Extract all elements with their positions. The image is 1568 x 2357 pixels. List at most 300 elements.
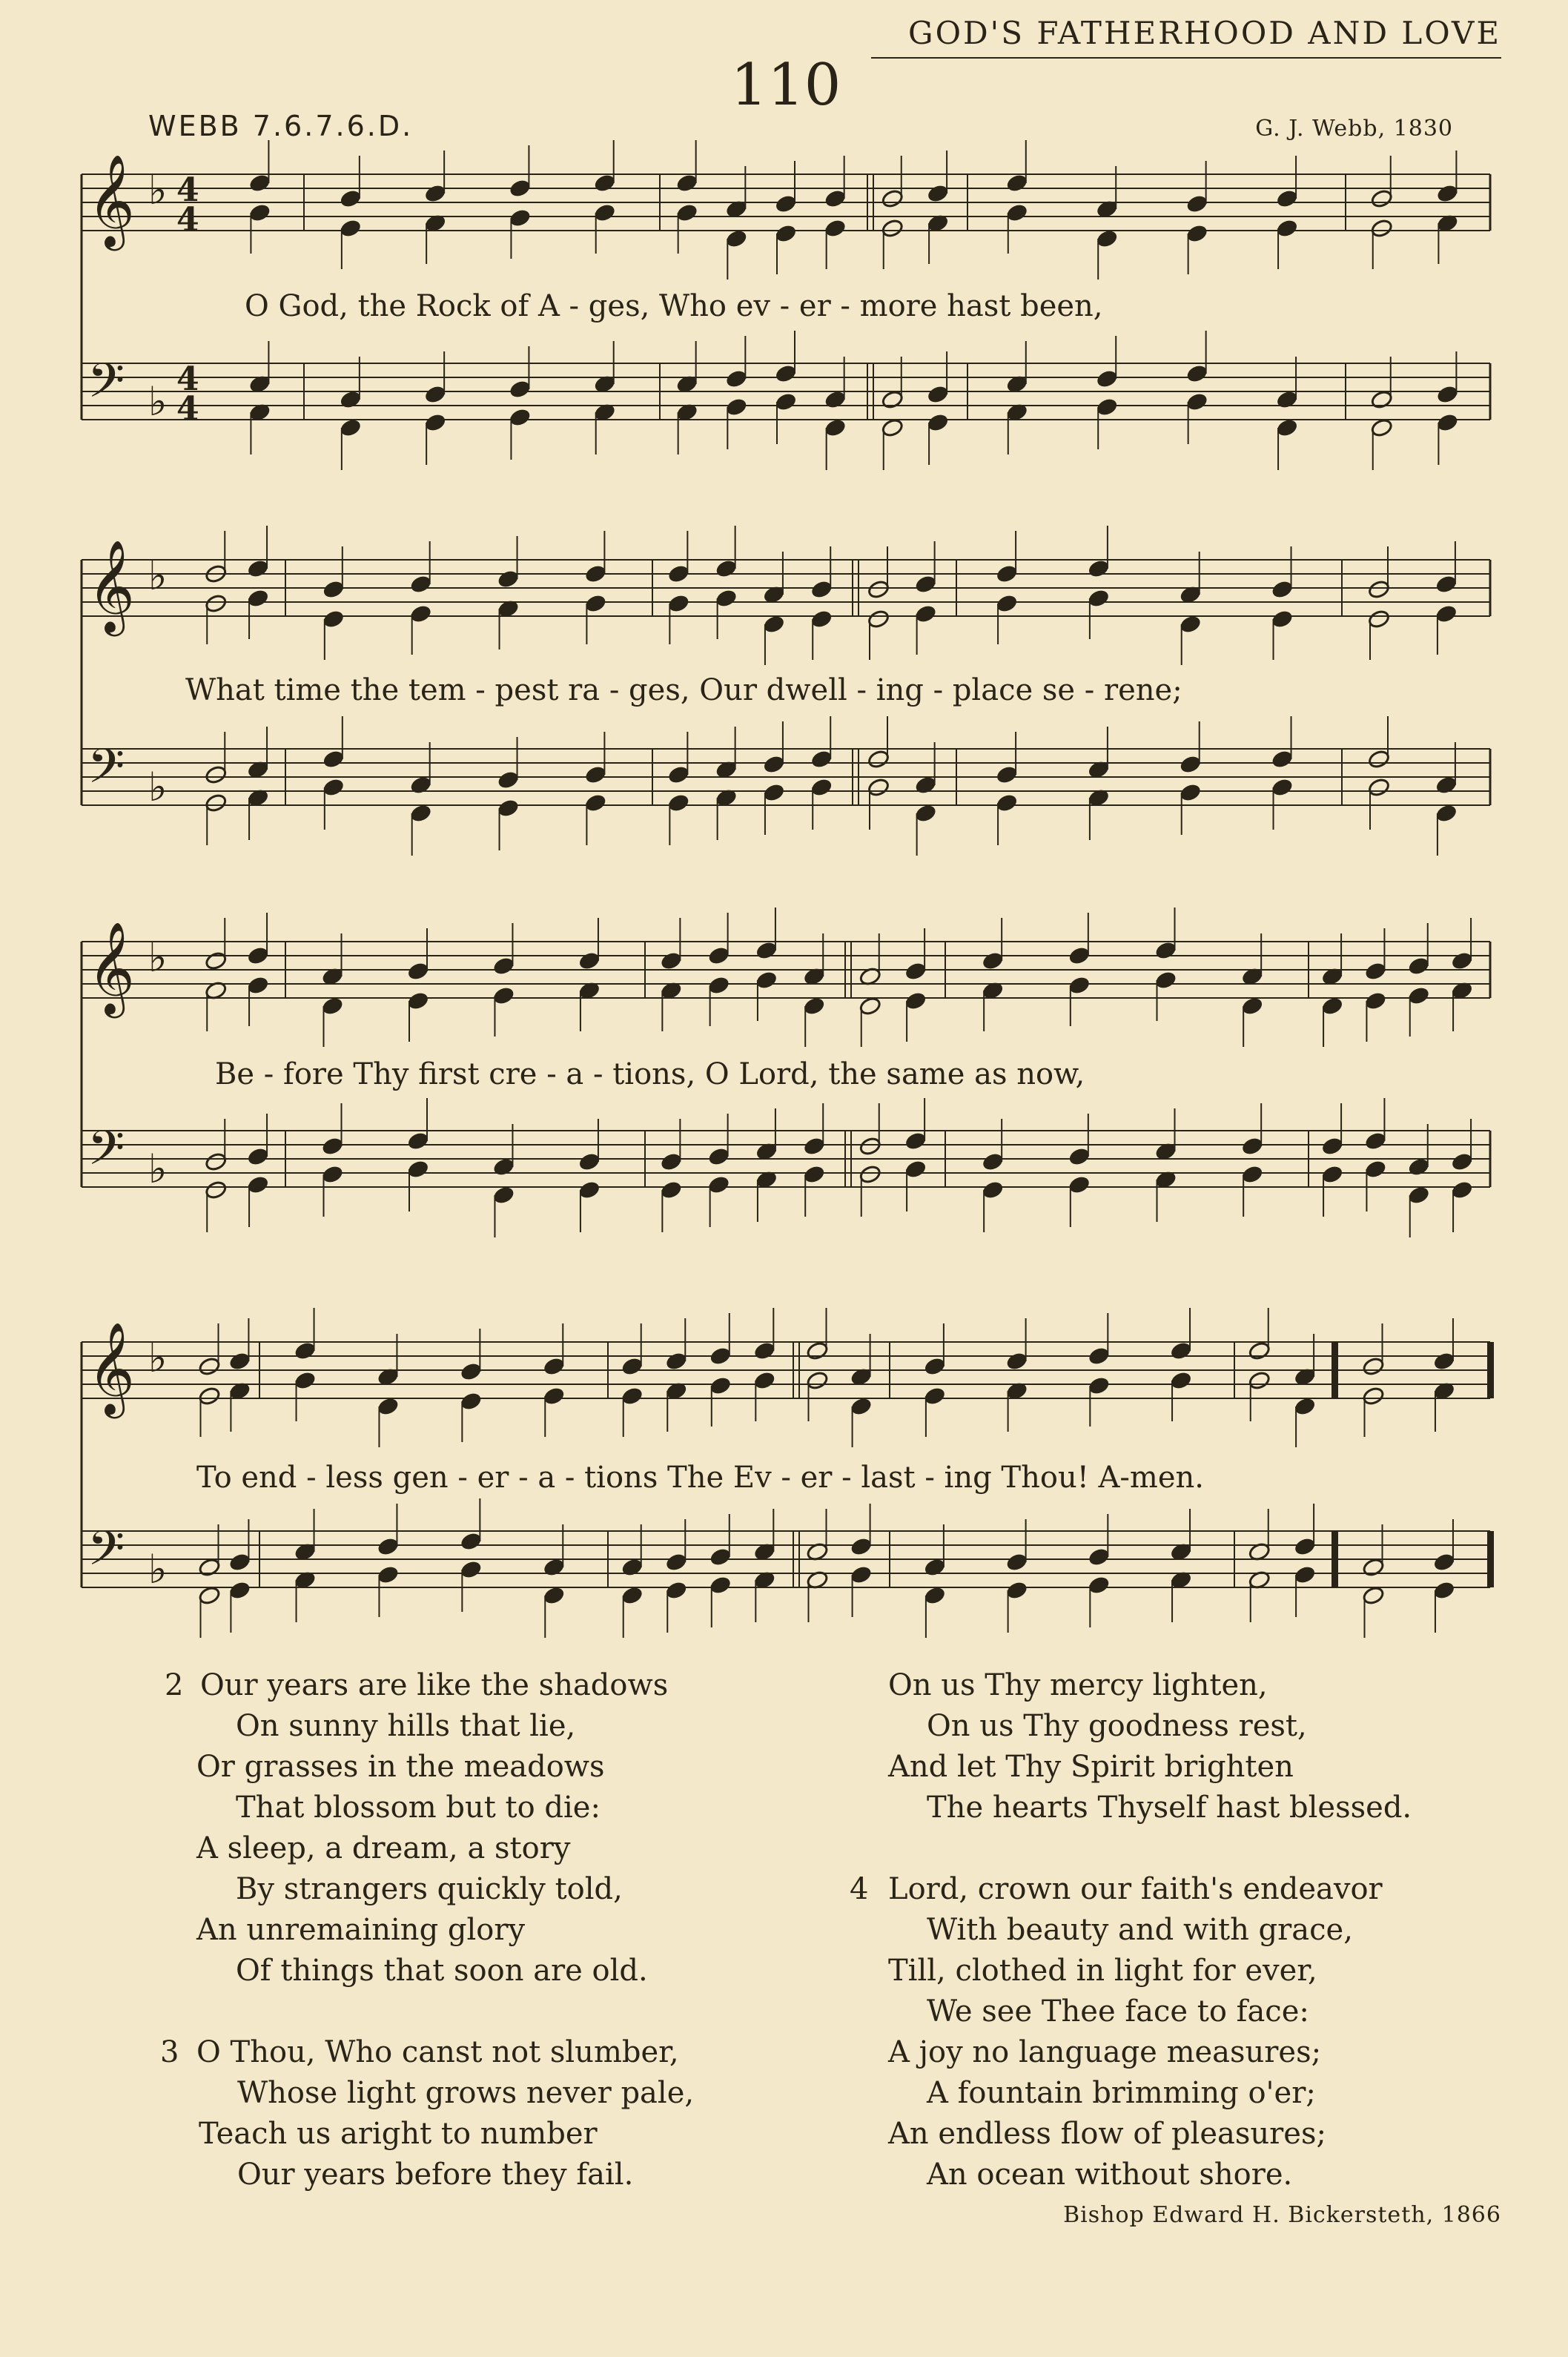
note-head	[667, 563, 690, 584]
note-head	[1068, 945, 1091, 965]
note-head	[904, 961, 927, 981]
note-head	[205, 593, 228, 613]
note-head	[774, 363, 797, 383]
note-head	[593, 202, 616, 222]
stanza-3-line-2: Whose light grows never pale,	[237, 2076, 695, 2110]
stanza-3-line-6: On us Thy goodness rest,	[927, 1709, 1307, 1743]
note-head	[377, 1536, 400, 1556]
note-head	[1435, 775, 1458, 795]
note-head	[1096, 397, 1119, 417]
note-head	[810, 749, 833, 769]
note-head	[246, 1146, 269, 1166]
note-head	[1275, 188, 1298, 208]
note-head	[867, 749, 890, 769]
note-head	[660, 1151, 683, 1171]
note-head	[1407, 985, 1430, 1005]
stanza-4-line-7: An endless flow of pleasures;	[888, 2117, 1326, 2151]
note-head	[859, 1164, 881, 1184]
note-head	[715, 558, 738, 578]
stanza-4-line-8: An ocean without shore.	[927, 2158, 1293, 2192]
note-head	[709, 1375, 732, 1395]
note-head	[1370, 188, 1393, 208]
note-head	[497, 569, 520, 589]
note-head	[1005, 1351, 1028, 1371]
note-head	[1271, 777, 1294, 797]
note-head	[755, 940, 778, 960]
note-head	[294, 1370, 317, 1390]
note-head	[339, 389, 362, 409]
note-head	[709, 1547, 732, 1567]
note-head	[460, 1531, 483, 1551]
note-head	[1432, 1351, 1455, 1371]
note-head	[1320, 996, 1343, 1016]
note-head	[377, 1564, 400, 1584]
note-head	[667, 593, 690, 613]
stanza-3-line-3: Teach us aright to number	[199, 2117, 598, 2151]
note-head	[509, 379, 532, 399]
note-head	[1362, 1585, 1385, 1605]
note-head	[675, 202, 698, 222]
note-head	[665, 1580, 688, 1600]
note-head	[1068, 975, 1091, 995]
running-head: GOD'S FATHERHOOD AND LOVE	[871, 15, 1501, 59]
note-head	[1271, 579, 1294, 599]
bass-clef-icon: 𝄢	[87, 1121, 125, 1188]
note-head	[409, 574, 432, 594]
note-head	[1096, 368, 1119, 389]
note-head	[377, 1396, 400, 1416]
note-head	[881, 188, 904, 208]
note-head	[543, 1356, 566, 1376]
flat-sign-icon: ♭	[148, 552, 168, 599]
note-head	[982, 1151, 1005, 1171]
stanza-number: 2	[165, 1668, 184, 1702]
note-head	[665, 1351, 688, 1371]
stanza-3-line-4: Our years before they fail.	[237, 2158, 634, 2192]
note-head	[725, 397, 748, 417]
flat-sign-icon: ♭	[148, 1546, 168, 1593]
note-head	[1294, 1536, 1317, 1556]
note-head	[1271, 609, 1294, 629]
note-head	[1320, 1164, 1343, 1184]
note-head	[803, 996, 826, 1016]
note-head	[859, 996, 881, 1016]
stanza-2-line-7: An unremaining glory	[196, 1913, 526, 1947]
final-barline	[1487, 1531, 1494, 1587]
note-head	[1241, 1164, 1264, 1184]
stanza-2-line-6: By strangers quickly told,	[236, 1872, 623, 1906]
note-head	[1435, 574, 1458, 594]
note-head	[660, 1180, 683, 1200]
bass-clef-icon: 𝄢	[87, 354, 125, 420]
note-head	[867, 579, 890, 599]
time-signature-icon: 4	[176, 390, 199, 428]
stanza-2-line-2: On sunny hills that lie,	[236, 1709, 576, 1743]
note-head	[339, 188, 362, 208]
note-head	[543, 1585, 566, 1605]
note-head	[1179, 782, 1202, 802]
note-head	[228, 1351, 251, 1371]
stanza-4-line-1: Lord, crown our faith's endeavor	[888, 1872, 1383, 1906]
note-head	[675, 173, 698, 193]
note-head	[339, 218, 362, 238]
note-head	[810, 579, 833, 599]
note-head	[803, 1164, 826, 1184]
note-head	[205, 951, 228, 971]
note-head	[867, 777, 890, 797]
note-head	[460, 1559, 483, 1579]
note-head	[667, 764, 690, 784]
note-head	[294, 1341, 317, 1361]
note-head	[406, 1159, 429, 1179]
note-head	[707, 945, 730, 965]
note-head	[806, 1370, 829, 1390]
note-head	[543, 1386, 566, 1406]
note-head	[339, 417, 362, 437]
note-head	[1450, 951, 1473, 971]
note-head	[584, 764, 607, 784]
note-head	[923, 1585, 946, 1605]
note-head	[1271, 749, 1294, 769]
note-head	[1407, 1185, 1430, 1205]
stanza-4-line-6: A fountain brimming o'er;	[927, 2076, 1316, 2110]
note-head	[321, 1164, 344, 1184]
note-head	[867, 609, 890, 629]
note-head	[996, 593, 1019, 613]
note-head	[246, 558, 269, 578]
note-head	[406, 1131, 429, 1151]
note-head	[1364, 961, 1387, 981]
note-head	[762, 782, 785, 802]
note-head	[246, 588, 269, 608]
note-head	[725, 228, 748, 248]
note-head	[707, 1146, 730, 1166]
note-head	[492, 956, 515, 976]
note-head	[1179, 614, 1202, 634]
note-head	[762, 614, 785, 634]
note-head	[460, 1391, 483, 1411]
note-head	[667, 793, 690, 813]
note-head	[1185, 363, 1208, 383]
note-head	[205, 1180, 228, 1200]
note-head	[715, 588, 738, 608]
stanza-4-line-3: Till, clothed in light for ever,	[888, 1954, 1317, 1988]
note-head	[492, 1185, 515, 1205]
note-head	[1169, 1341, 1192, 1361]
stanza-3-line-5: On us Thy mercy lighten,	[888, 1668, 1268, 1702]
lyric-line-2: What time the tem - pest ra - ges, Our dwell - ing - place se - rene;	[185, 673, 1182, 707]
note-head	[205, 764, 228, 784]
note-head	[1435, 604, 1458, 624]
note-head	[914, 775, 937, 795]
note-head	[753, 1370, 776, 1390]
stanza-2-line-4: That blossom but to die:	[236, 1791, 601, 1825]
note-head	[1185, 194, 1208, 214]
note-head	[198, 1585, 221, 1605]
stanza-2-line-1: Our years are like the shadows	[200, 1668, 669, 1702]
note-head	[1088, 1346, 1111, 1366]
flat-sign-icon: ♭	[148, 167, 168, 214]
final-barline	[1487, 1342, 1494, 1398]
note-head	[1241, 996, 1264, 1016]
note-head	[205, 793, 228, 813]
note-head	[1364, 1131, 1387, 1151]
note-head	[1005, 173, 1028, 193]
note-head	[509, 208, 532, 228]
note-head	[810, 609, 833, 629]
stanza-number: 4	[850, 1872, 869, 1906]
note-head	[1185, 223, 1208, 243]
note-head	[322, 579, 345, 599]
note-head	[1432, 1552, 1455, 1572]
stanza-4-line-5: A joy no language measures;	[888, 2035, 1322, 2069]
note-head	[497, 770, 520, 790]
note-head	[1005, 1552, 1028, 1572]
treble-clef-icon: 𝄞	[87, 922, 135, 1014]
note-head	[228, 1580, 251, 1600]
note-head	[1367, 749, 1390, 769]
note-head	[578, 1151, 601, 1171]
final-barline	[1332, 1342, 1338, 1398]
note-head	[248, 173, 271, 193]
note-head	[409, 803, 432, 823]
note-head	[1275, 389, 1298, 409]
note-head	[996, 764, 1019, 784]
note-head	[1241, 1136, 1264, 1156]
note-head	[1435, 803, 1458, 823]
note-head	[584, 563, 607, 584]
note-head	[904, 1131, 927, 1151]
note-head	[1087, 558, 1110, 578]
note-head	[1154, 970, 1177, 990]
note-head	[593, 173, 616, 193]
note-head	[660, 951, 683, 971]
treble-clef-icon: 𝄞	[87, 154, 135, 247]
note-head	[322, 777, 345, 797]
note-head	[982, 1180, 1005, 1200]
note-head	[578, 1180, 601, 1200]
flat-sign-icon: ♭	[148, 1335, 168, 1381]
note-head	[1364, 991, 1387, 1011]
note-head	[584, 793, 607, 813]
note-head	[1169, 1370, 1192, 1390]
note-head	[927, 412, 950, 432]
note-head	[584, 593, 607, 613]
note-head	[725, 368, 748, 389]
note-head	[824, 188, 847, 208]
note-head	[1450, 1180, 1473, 1200]
note-head	[881, 389, 904, 409]
note-head	[1364, 1159, 1387, 1179]
note-head	[492, 985, 515, 1005]
stanza-4-line-4: We see Thee face to face:	[927, 1994, 1309, 2029]
note-head	[810, 777, 833, 797]
note-head	[424, 384, 447, 404]
note-head	[707, 975, 730, 995]
note-head	[1320, 1136, 1343, 1156]
note-head	[409, 775, 432, 795]
composer-credit: G. J. Webb, 1830	[1255, 116, 1453, 142]
note-head	[509, 407, 532, 427]
note-head	[1362, 1356, 1385, 1376]
stanza-2-line-3: Or grasses in the meadows	[196, 1750, 605, 1784]
note-head	[1088, 1547, 1111, 1567]
note-head	[1450, 1151, 1473, 1171]
note-head	[228, 1552, 251, 1572]
note-head	[1367, 609, 1390, 629]
note-head	[850, 1564, 873, 1584]
note-head	[424, 412, 447, 432]
note-head	[824, 417, 847, 437]
note-head	[1294, 1396, 1317, 1416]
author-credit: Bishop Edward H. Bickersteth, 1866	[1063, 2202, 1501, 2228]
note-head	[406, 961, 429, 981]
note-head	[923, 1557, 946, 1577]
note-head	[621, 1557, 644, 1577]
note-head	[460, 1361, 483, 1381]
bass-clef-icon: 𝄢	[87, 739, 125, 806]
note-head	[753, 1341, 776, 1361]
note-head	[1088, 1375, 1111, 1395]
flat-sign-icon: ♭	[148, 378, 168, 425]
note-head	[1005, 202, 1028, 222]
note-head	[904, 1159, 927, 1179]
note-head	[850, 1396, 873, 1416]
stanza-3-line-1: O Thou, Who canst not slumber,	[196, 2035, 679, 2069]
tune-name: WEBB 7.6.7.6.D.	[148, 110, 414, 142]
note-head	[621, 1386, 644, 1406]
note-head	[578, 951, 601, 971]
note-head	[806, 1341, 829, 1361]
note-head	[1005, 1580, 1028, 1600]
note-head	[774, 391, 797, 411]
note-head	[497, 798, 520, 818]
note-head	[322, 609, 345, 629]
note-head	[492, 1157, 515, 1177]
time-signature-icon: 4	[176, 171, 199, 209]
lyric-line-3: Be - fore Thy first cre - a - tions, O Lord, the same as now,	[215, 1057, 1085, 1091]
note-head	[665, 1552, 688, 1572]
note-head	[927, 183, 950, 203]
note-head	[205, 1151, 228, 1171]
note-head	[762, 754, 785, 774]
note-head	[1432, 1580, 1455, 1600]
note-head	[709, 1575, 732, 1595]
note-head	[923, 1356, 946, 1376]
note-head	[1088, 1575, 1111, 1595]
note-head	[1362, 1557, 1385, 1577]
stanza-number: 3	[160, 2035, 179, 2069]
note-head	[707, 1174, 730, 1194]
note-head	[509, 178, 532, 198]
note-head	[824, 218, 847, 238]
note-head	[198, 1356, 221, 1376]
note-head	[1275, 218, 1298, 238]
note-head	[1407, 956, 1430, 976]
note-head	[914, 574, 937, 594]
final-barline	[1332, 1531, 1338, 1587]
note-head	[774, 223, 797, 243]
note-head	[859, 1136, 881, 1156]
note-head	[850, 1536, 873, 1556]
note-head	[1370, 417, 1393, 437]
note-head	[803, 1136, 826, 1156]
note-head	[1436, 384, 1459, 404]
note-head	[914, 604, 937, 624]
note-head	[914, 803, 937, 823]
note-head	[409, 604, 432, 624]
treble-clef-icon: 𝄞	[87, 1322, 135, 1415]
bass-clef-icon: 𝄢	[87, 1521, 125, 1588]
note-head	[1436, 183, 1459, 203]
note-head	[543, 1557, 566, 1577]
note-head	[1248, 1370, 1271, 1390]
note-head	[881, 417, 904, 437]
note-head	[621, 1585, 644, 1605]
note-head	[709, 1346, 732, 1366]
note-head	[246, 1174, 269, 1194]
lyric-line-1: O God, the Rock of A - ges, Who ev - er - more hast been,	[245, 289, 1103, 323]
flat-sign-icon: ♭	[148, 934, 168, 981]
hymn-number: 110	[730, 52, 841, 119]
note-head	[1367, 777, 1390, 797]
stanza-2-line-5: A sleep, a dream, a story	[196, 1831, 571, 1865]
note-head	[1179, 754, 1202, 774]
note-head	[1068, 1146, 1091, 1166]
note-head	[1248, 1341, 1271, 1361]
flat-sign-icon: ♭	[148, 764, 168, 810]
note-head	[996, 793, 1019, 813]
note-head	[1275, 417, 1298, 437]
note-head	[996, 563, 1019, 584]
note-head	[1362, 1386, 1385, 1406]
note-head	[321, 1136, 344, 1156]
note-head	[406, 991, 429, 1011]
note-head	[246, 975, 269, 995]
note-head	[982, 951, 1005, 971]
note-head	[248, 202, 271, 222]
note-head	[927, 384, 950, 404]
note-head	[881, 218, 904, 238]
time-signature-icon: 4	[176, 360, 199, 398]
note-head	[1185, 391, 1208, 411]
note-head	[923, 1386, 946, 1406]
note-head	[824, 389, 847, 409]
note-head	[1370, 218, 1393, 238]
note-head	[1068, 1174, 1091, 1194]
note-head	[1154, 940, 1177, 960]
note-head	[1087, 588, 1110, 608]
treble-clef-icon: 𝄞	[87, 540, 135, 632]
note-head	[1370, 389, 1393, 409]
note-head	[322, 749, 345, 769]
note-head	[621, 1356, 644, 1376]
note-head	[1436, 412, 1459, 432]
note-head	[321, 996, 344, 1016]
lyric-line-4: To end - less gen - er - a - tions The Ev - er - last - ing Thou! A-men.	[196, 1461, 1204, 1495]
note-head	[198, 1386, 221, 1406]
note-head	[774, 194, 797, 214]
time-signature-icon: 4	[176, 201, 199, 239]
stanza-3-line-8: The hearts Thyself hast blessed.	[927, 1791, 1412, 1825]
note-head	[424, 183, 447, 203]
note-head	[1294, 1564, 1317, 1584]
note-head	[1407, 1157, 1430, 1177]
stanza-4-line-2: With beauty and with grace,	[927, 1913, 1353, 1947]
note-head	[755, 970, 778, 990]
stanza-3-line-7: And let Thy Spirit brighten	[888, 1750, 1294, 1784]
note-head	[904, 991, 927, 1011]
